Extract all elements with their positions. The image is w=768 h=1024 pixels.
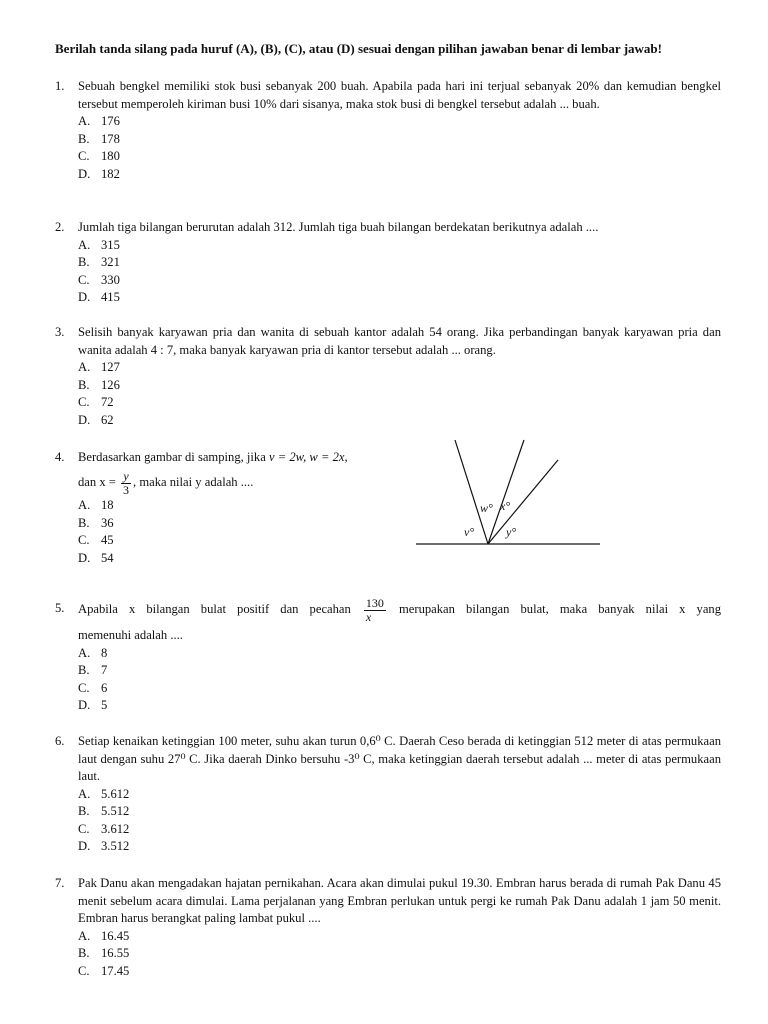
option-c[interactable]: C. 330 — [78, 272, 120, 287]
option-b[interactable]: B. 126 — [78, 377, 120, 392]
option-a[interactable]: A. 18 — [78, 498, 114, 512]
question-number: 2. — [55, 220, 65, 234]
angle-label-v: v° — [464, 525, 475, 539]
option-c[interactable]: C. 17.45 — [78, 963, 130, 978]
option-list — [78, 113, 721, 183]
question-number: 1. — [55, 79, 65, 93]
question-text: Sebuah bengkel memiliki stok busi sebanyak 200 buah. Apabila pada hari ini terjual sebanyak 20% dan kemudian bengkel tersebut memperoleh kiriman busi 10% dari sisanya, maka stok busi di bengkel tersebut adalah ... buah. — [78, 79, 721, 111]
question-number: 3. — [55, 325, 65, 339]
option-c[interactable]: C. 6 — [78, 680, 108, 695]
question-number: 6. — [55, 734, 65, 748]
angle-diagram — [412, 436, 602, 551]
option-b[interactable]: B. 5.512 — [78, 804, 130, 818]
question-2 — [55, 219, 721, 307]
angle-label-x: x° — [500, 499, 511, 513]
option-a[interactable]: A. 5.612 — [78, 786, 130, 801]
option-b[interactable]: B. 36 — [78, 515, 114, 530]
question-text: Setiap kenaikan ketinggian 100 meter, suhu akan turun 0,6⁰ C. Daerah Ceso berada di ketinggian 512 meter di atas permukaan laut dengan suhu 27⁰ C. Jika daerah Dinko bersuhu -3⁰ C, maka ketinggian daerah tersebut adalah ... meter di atas permukaan laut. — [78, 734, 721, 783]
option-b[interactable]: B. 178 — [78, 131, 120, 146]
option-list — [78, 359, 721, 429]
angle-label-y: y° — [506, 525, 517, 539]
question-4 — [55, 449, 395, 567]
question-number: 7. — [55, 876, 65, 890]
option-a[interactable]: A. 315 — [78, 237, 120, 252]
option-c[interactable]: C. 45 — [78, 533, 114, 547]
question-text-line1: Apabila x bilangan bulat positif dan pecahan $\frac{130}{x}$ merupakan bilangan bulat, maka banyak nilai x yang — [78, 595, 722, 624]
option-d[interactable]: D. 3.512 — [78, 839, 130, 853]
question-7 — [55, 875, 721, 980]
angle-label-w: w° — [480, 501, 493, 515]
question-text: Selisih banyak karyawan pria dan wanita di sebuah kantor adalah 54 orang. Jika perbandingan banyak karyawan pria dan wanita adalah 4 : 7, maka banyak karyawan pria di kantor tersebut adalah ... orang. — [78, 325, 721, 357]
question-5 — [55, 592, 721, 715]
option-list — [78, 497, 395, 567]
option-list — [78, 237, 721, 307]
option-c[interactable]: C. 3.612 — [78, 821, 130, 836]
question-number: 5. — [55, 601, 65, 615]
option-c[interactable]: C. 180 — [78, 149, 120, 163]
option-b[interactable]: B. 16.55 — [78, 946, 130, 960]
question-6 — [55, 733, 721, 856]
option-list — [78, 786, 721, 856]
option-c[interactable]: C. 72 — [78, 395, 114, 409]
option-a[interactable]: A. 16.45 — [78, 928, 130, 943]
option-list — [78, 645, 721, 715]
option-b[interactable]: B. 7 — [78, 663, 108, 677]
question-text: Berdasarkan gambar di samping, jika v = 2w, w = 2x, dan x = $\frac{y}{3}$ , maka nilai y adalah .... — [78, 450, 348, 497]
option-d[interactable]: D. 415 — [78, 290, 120, 304]
option-d[interactable]: D. 62 — [78, 412, 114, 427]
equation-text: v = 2w, w = 2x, — [268, 450, 348, 464]
question-text: Jumlah tiga bilangan berurutan adalah 312. Jumlah tiga buah bilangan berdekatan berikutnya adalah .... — [78, 220, 599, 234]
question-1 — [55, 78, 721, 183]
instruction-heading: Berilah tanda silang pada huruf (A), (B), (C), atau (D) sesuai dengan pilihan jawaban benar di lembar jawab! — [55, 41, 662, 56]
option-d[interactable]: D. 54 — [78, 550, 114, 565]
option-a[interactable]: A. 8 — [78, 645, 108, 660]
fraction-y-over-3: $\frac{y}{3}$ — [123, 468, 130, 497]
option-a[interactable]: A. 176 — [78, 114, 120, 128]
option-b[interactable]: B. 321 — [78, 255, 120, 269]
option-list — [78, 928, 721, 981]
question-text: Pak Danu akan mengadakan hajatan pernikahan. Acara akan dimulai pukul 19.30. Embran harus berada di rumah Pak Danu 45 menit sebelum acara dimulai. Lama perjalanan yang Embran perlukan untuk pergi ke rumah Pak Danu adalah 1 jam 50 menit. Embran harus berangkat paling lambat pukul .... — [78, 876, 721, 925]
question-text-line2: memenuhi adalah .... — [78, 628, 183, 642]
question-number: 4. — [55, 450, 65, 464]
option-d[interactable]: D. 182 — [78, 166, 120, 181]
question-3 — [55, 324, 721, 429]
ray-right — [488, 460, 558, 544]
option-d[interactable]: D. 5 — [78, 698, 108, 712]
option-a[interactable]: A. 127 — [78, 360, 120, 374]
fraction-130-over-x: $\frac{130}{x}$ — [365, 595, 384, 624]
